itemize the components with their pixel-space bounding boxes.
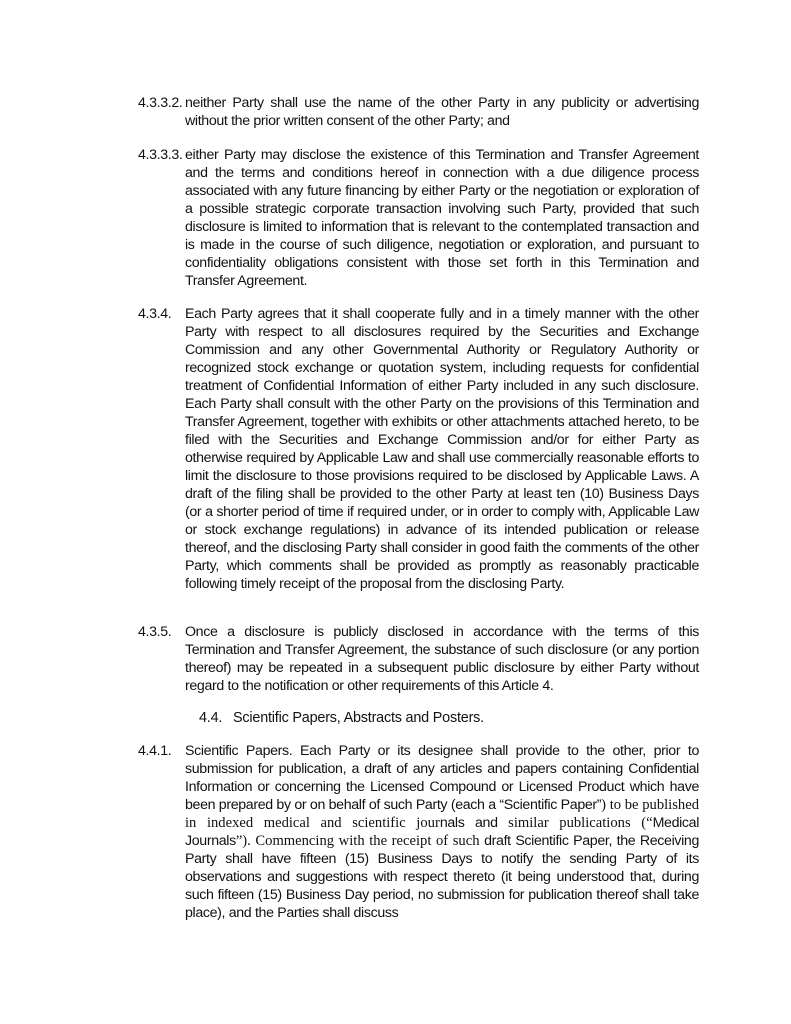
clause-text: Each Party agrees that it shall cooperate fully and in a timely manner with the other Party with respect to all disclosures required by the Securities and Exchange Commission and any other Governmental Authority or Regulatory Authority or recognized stock exchange or quotation system, including requests for confidential treatment of Confidential Information of either Party included in any such disclosure. Each Party shall consult with the other Party on the provisions of this Termination and Transfer Agreement, together with exhibits or other attachments attached hereto, to be filed with the Securities and Exchange Commission and/or for either Party as otherwise required by Applicable Law and shall use commercially reasonable efforts to limit the disclosure to those provisions required to be disclosed by Applicable Laws. A draft of the filing shall be provided to the other Party at least ten (10) Business Days (or a shorter period of time if required under, or in order to comply with, Applicable Law or stock exchange regulations) in advance of its intended publication or release thereof, and the disclosing Party shall consider in good faith the comments of the other Party, which comments shall be provided as promptly as reasonably practicable following timely receipt of the proposal from the disclosing Party. bbox=[185, 306, 699, 592]
clause-text-part: ”). Commencing with the receipt of such bbox=[235, 833, 485, 849]
clause-text-part: similar publications (“ bbox=[508, 815, 653, 831]
clause-text: neither Party shall use the name of the other Party in any publicity or advertising without the prior written consent of the other Party; and bbox=[185, 95, 699, 129]
section-heading-4-4 bbox=[199, 709, 484, 727]
section-title: Scientific Papers, Abstracts and Posters. bbox=[233, 710, 484, 726]
clause-text bbox=[185, 742, 699, 922]
clause-text-part: Scientific Papers. Each Party or its designee shall provide to the other, prior to submission for publication, a draft of any articles and papers containing Confidential Information or concerning the Licensed Compound or Licensed Product which have been prepared by or on behalf of such Party (each a “Scientific Paper” bbox=[185, 743, 699, 813]
clause-text: Once a disclosure is publicly disclosed in accordance with the terms of this Termination and Transfer Agreement, the substance of such disclosure (or any portion thereof) may be repeated in a subsequent public disclosure by either Party without regard to the notification or other requirements of this Article 4. bbox=[185, 624, 699, 694]
clause-4-3-3-3 bbox=[138, 146, 699, 290]
clause-4-3-5 bbox=[138, 623, 699, 695]
clause-4-3-3-2 bbox=[138, 94, 699, 130]
clause-number: 4.4.1. bbox=[138, 743, 172, 759]
clause-4-4-1 bbox=[138, 742, 699, 922]
clause-number: 4.3.3.3. bbox=[138, 147, 183, 163]
defined-term: Medical Journals bbox=[185, 815, 699, 849]
clause-4-3-4 bbox=[138, 305, 699, 593]
clause-text-part: nals and bbox=[439, 815, 509, 831]
clause-number: 4.3.3.2. bbox=[138, 95, 183, 111]
clause-number: 4.3.5. bbox=[138, 624, 172, 640]
clause-text-part: ) to be published in indexed medical and scientific jour bbox=[185, 797, 699, 831]
clause-text-part: draft Scientific Paper, the Receiving Party shall have fifteen (15) Business Days to notify the sending Party of its observations and suggestions with respect thereto (it being understood that, during such fifteen (15) Business Day period, no submission for publication thereof shall take place), and the Parties shall discuss bbox=[185, 833, 699, 921]
section-number: 4.4. bbox=[199, 710, 223, 726]
clause-text: either Party may disclose the existence of this Termination and Transfer Agreement and the terms and conditions hereof in connection with a due diligence process associated with any future financing by either Party or the negotiation or exploration of a possible strategic corporate transaction involving such Party, provided that such disclosure is limited to information that is relevant to the contemplated transaction and is made in the course of such diligence, negotiation or exploration, and pursuant to confidentiality obligations consistent with those set forth in this Termination and Transfer Agreement. bbox=[185, 147, 699, 289]
clause-number: 4.3.4. bbox=[138, 306, 172, 322]
